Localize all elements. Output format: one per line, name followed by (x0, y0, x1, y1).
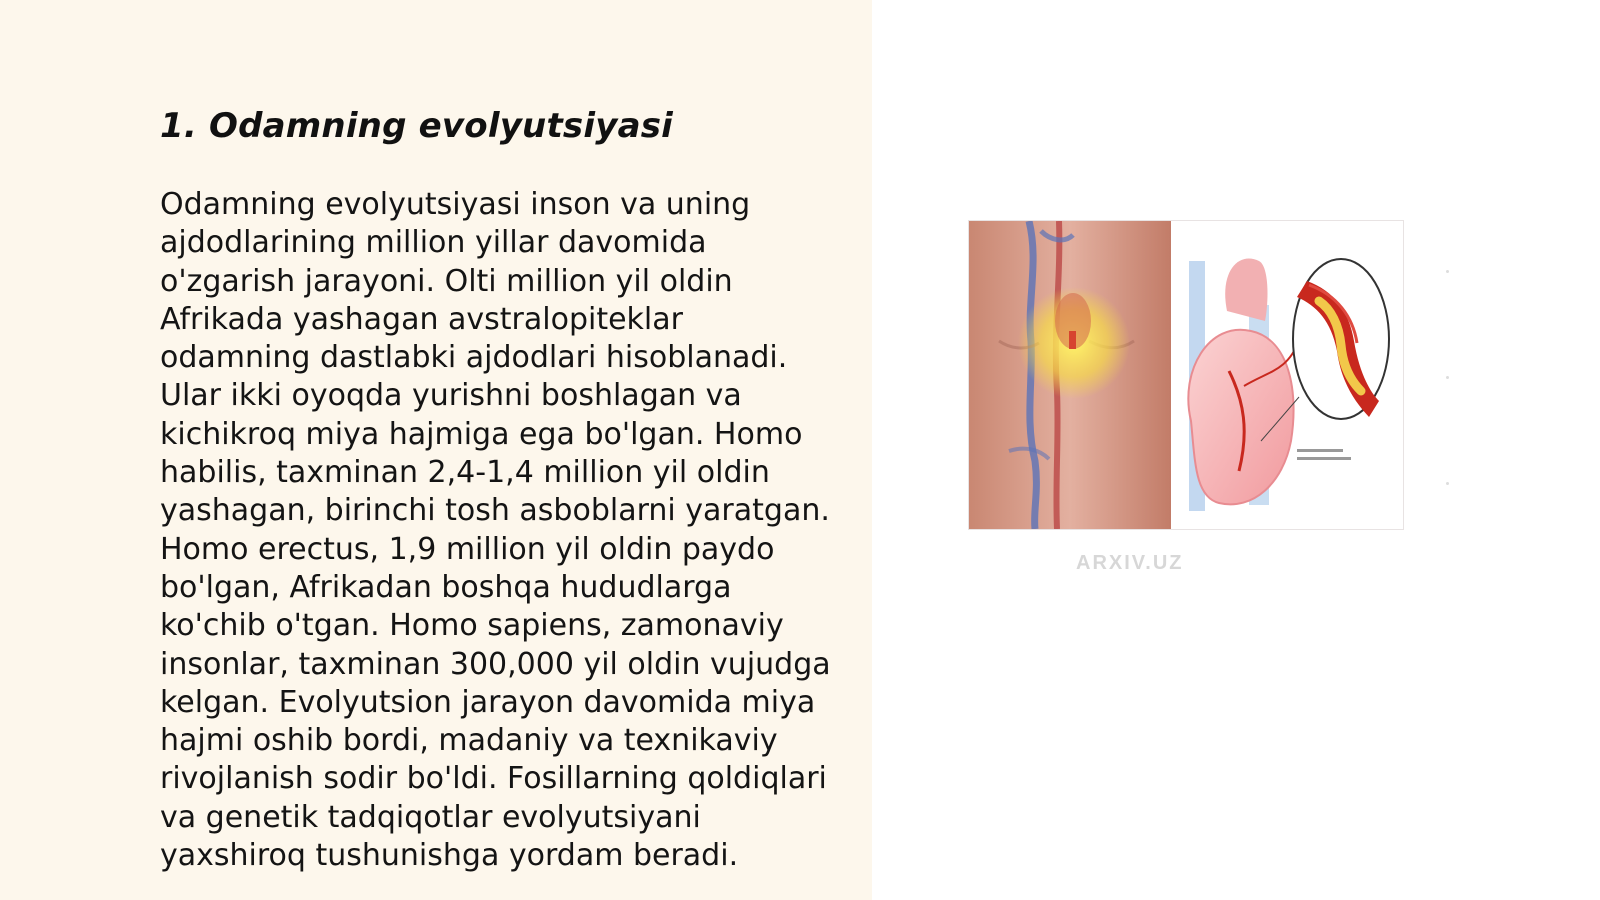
decoration-dot (1446, 482, 1449, 485)
watermark-text: ARXIV.UZ (1076, 552, 1184, 574)
torso-image (969, 221, 1171, 529)
heart-image (1171, 221, 1403, 529)
artery-plaque-detail (1293, 259, 1389, 419)
slide-title: 1. Odamning evolyutsiyasi (160, 106, 674, 146)
slide-body-text: Odamning evolyutsiyasi inson va uning ajdodlarining million yillar davomida o'zgarish jarayoni. Olti million yil oldin Afrikada yashagan avstralopiteklar odamning dastlabki ajdodlari hisoblanadi. Ular ikki oyoqda yurishni boshlagan va kichikroq miya hajmiga ega bo'lgan. Homo habilis, taxminan 2,4-1,4 million yil oldin yashagan, birinchi tosh asboblarni yaratgan. Homo erectus, 1,9 million yil oldin paydo bo'lgan, Afrikadan boshqa hududlarga ko'chib o'tgan. Homo sapiens, zamonaviy insonlar, taxminan 300,000 yil oldin vujudga kelgan. Evolyutsion jarayon davomida miya hajmi oshib bordi, madaniy va texnikaviy rivojlanish sodir bo'ldi. Fosillarning qoldiqlari va genetik tadqiqotlar evolyutsiyani yaxshiroq tushunishga yordam beradi. (160, 187, 831, 874)
decoration-dot (1446, 270, 1449, 273)
decoration-dot (1446, 376, 1449, 379)
heart-artery-illustration (969, 221, 1403, 529)
anatomy-illustration (968, 220, 1404, 530)
